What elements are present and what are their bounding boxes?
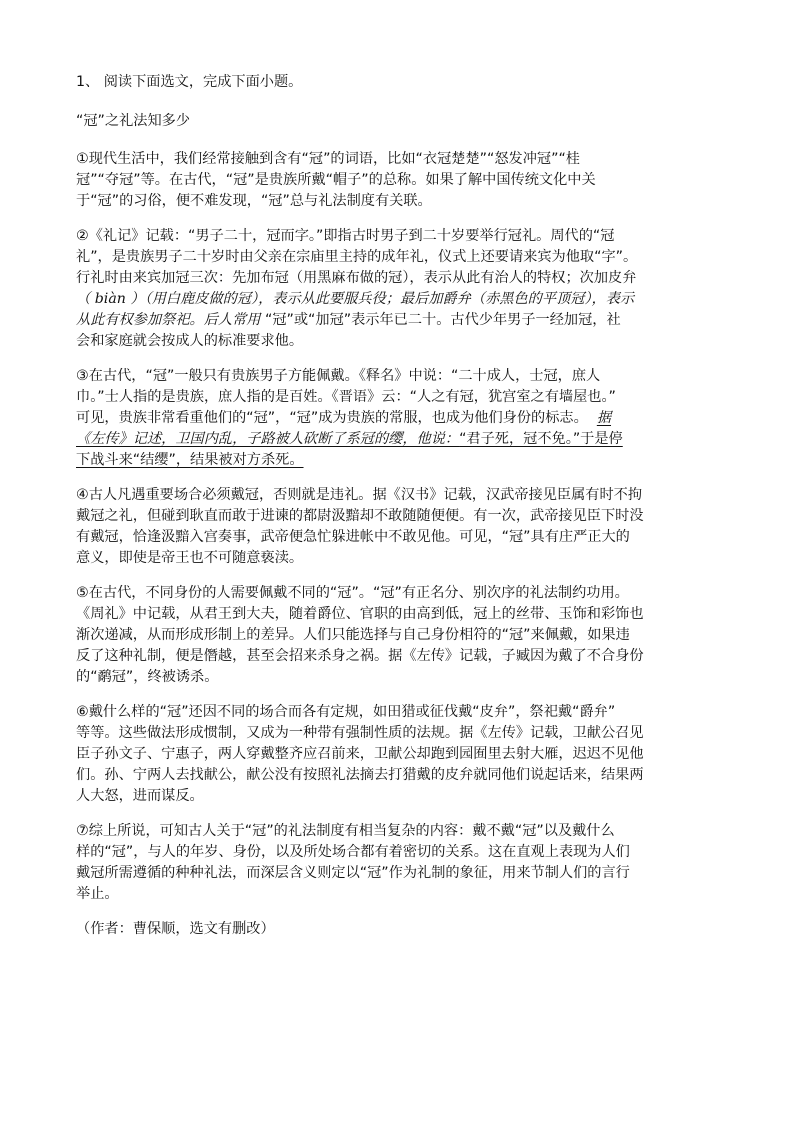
paragraph-line: ①现代生活中，我们经常接触到含有“冠”的词语，比如“衣冠楚楚”“怒发冲冠”“桂 xyxy=(76,151,580,167)
paragraph-line: 举止。 xyxy=(76,886,119,902)
paragraph-line: （ biàn ）（用白鹿皮做的冠），表示从此要服兵役；最后加爵弁（赤黑色的平顶冠），表示 xyxy=(76,291,635,307)
paragraph-4 xyxy=(76,485,726,569)
underlined-segment: 据 xyxy=(596,410,612,426)
paragraph-line: 行礼时由来宾加冠三次：先加布冠（用黑麻布做的冠），表示从此有治人的特权；次加皮弁 xyxy=(76,270,637,286)
paragraph-7 xyxy=(76,821,726,905)
paragraph-line: ⑤在古代，不同身份的人需要佩戴不同的“冠”。“冠”有正名分、别次序的礼法制约功用。 xyxy=(76,585,629,601)
paragraph-5 xyxy=(76,583,726,688)
paragraph-line: ③在古代，“冠”一般只有贵族男子方能佩戴。《释名》中说：“二十成人，士冠，庶人 xyxy=(76,368,601,384)
paragraph-line: 渐次递减，从而形成形制上的差异。人们只能选择与自己身份相符的“冠”来佩戴，如果违 xyxy=(76,627,630,643)
paragraph-line xyxy=(76,408,726,429)
paragraph-line: 巾。”士人指的是贵族，庶人指的是百姓。《晋语》云：“人之有冠，犹宫室之有墙屋也。” xyxy=(76,389,616,405)
paragraph-line: 样的“冠”，与人的年岁、身份，以及所处场合都有着密切的关系。这在直观上表现为人们 xyxy=(76,844,630,860)
paragraph-line: 臣子孙文子、宁惠子，两人穿戴整齐应召前来，卫献公却跑到园囿里去射大雁，迟迟不见他 xyxy=(76,746,644,762)
italic-segment: 从此有权参加祭祀。后人常用 xyxy=(76,312,261,328)
paragraph-line: 礼”，是贵族男子二十岁时由父亲在宗庙里主持的成年礼，仪式上还要请来宾为他取“字”。 xyxy=(76,249,638,265)
paragraph-line: 戴冠所需遵循的种种礼法，而深层含义则定以“冠”作为礼制的象征，用来节制人们的言行 xyxy=(76,865,630,881)
paragraph-line: 的“鹬冠”，终被诱杀。 xyxy=(76,669,219,685)
paragraph-1 xyxy=(76,149,726,212)
paragraph-line: 人大怒，进而谋反。 xyxy=(76,788,204,804)
author-note: （作者：曹保顺，选文有删改） xyxy=(76,921,275,937)
paragraph-line: 于“冠”的习俗，便不难发现，“冠”总与礼法制度有关联。 xyxy=(76,193,432,209)
underlined-line xyxy=(76,429,726,450)
paragraph-line: ②《礼记》记载：“男子二十，冠而字。”即指古时男子到二十岁要举行冠礼。周代的“冠 xyxy=(76,228,615,244)
paragraph-6 xyxy=(76,702,726,807)
paragraph-line: ⑥戴什么样的“冠”还因不同的场合而各有定规，如田猎或征伐戴“皮弁”，祭祀戴“爵弁” xyxy=(76,704,616,720)
article-title: “冠”之礼法知多少 xyxy=(76,113,191,129)
paragraph-line: 会和家庭就会按成人的标准要求他。 xyxy=(76,333,304,349)
text-segment: 可见，贵族非常看重他们的“冠”，“冠”成为贵族的常服，也成为他们身份的标志。 xyxy=(76,410,588,426)
italic-segment: 《左传》记述，卫国内乱，子路被人砍断了系冠的缨，他说： xyxy=(76,431,460,447)
text-segment: “冠”或“加冠”表示年已二十。古代少年男子一经加冠，社 xyxy=(260,312,621,328)
paragraph-line: 冠”“夺冠”等。在古代，“冠”是贵族所戴“帽子”的总称。如果了解中国传统文化中关 xyxy=(76,172,596,188)
paragraph-line: 《周礼》中记载，从君王到大夫，随着爵位、官职的由高到低，冠上的丝带、玉饰和彩饰也 xyxy=(76,606,644,622)
underlined-line: 下战斗来“结缨”，结果被对方杀死。 xyxy=(76,452,304,468)
paragraph-line: ⑦综上所说，可知古人关于“冠”的礼法制度有相当复杂的内容：戴不戴“冠”以及戴什么 xyxy=(76,823,615,839)
paragraph-line xyxy=(76,310,726,331)
paragraph-line: 戴冠之礼，但碰到耿直而敢于进谏的都尉汲黯却不敢随随便便。有一次，武帝接见臣下时没 xyxy=(76,508,644,524)
document-page xyxy=(76,72,726,940)
paragraph-line: 们。孙、宁两人去找献公，献公没有按照礼法摘去打猎戴的皮弁就同他们说起话来，结果两 xyxy=(76,767,644,783)
paragraph-3 xyxy=(76,366,726,471)
text-segment: “君子死，冠不免。”于是停 xyxy=(459,431,623,447)
paragraph-line: 等等。这些做法形成惯制，又成为一种带有强制性质的法规。据《左传》记载，卫献公召见 xyxy=(76,725,644,741)
question-heading: 1、 阅读下面选文，完成下面小题。 xyxy=(76,74,303,90)
paragraph-line: ④古人凡遇重要场合必须戴冠，否则就是违礼。据《汉书》记载，汉武帝接见臣属有时不拘 xyxy=(76,487,643,503)
paragraph-line: 意义，即使是帝王也不可随意亵渎。 xyxy=(76,550,304,566)
paragraph-line: 反了这种礼制，便是僭越，甚至会招来杀身之祸。据《左传》记载，子臧因为戴了不合身份 xyxy=(76,648,644,664)
paragraph-line: 有戴冠，恰逢汲黯入宫奏事，武帝便急忙躲进帐中不敢见他。可见，“冠”具有庄严正大的 xyxy=(76,529,630,545)
paragraph-2 xyxy=(76,226,726,352)
